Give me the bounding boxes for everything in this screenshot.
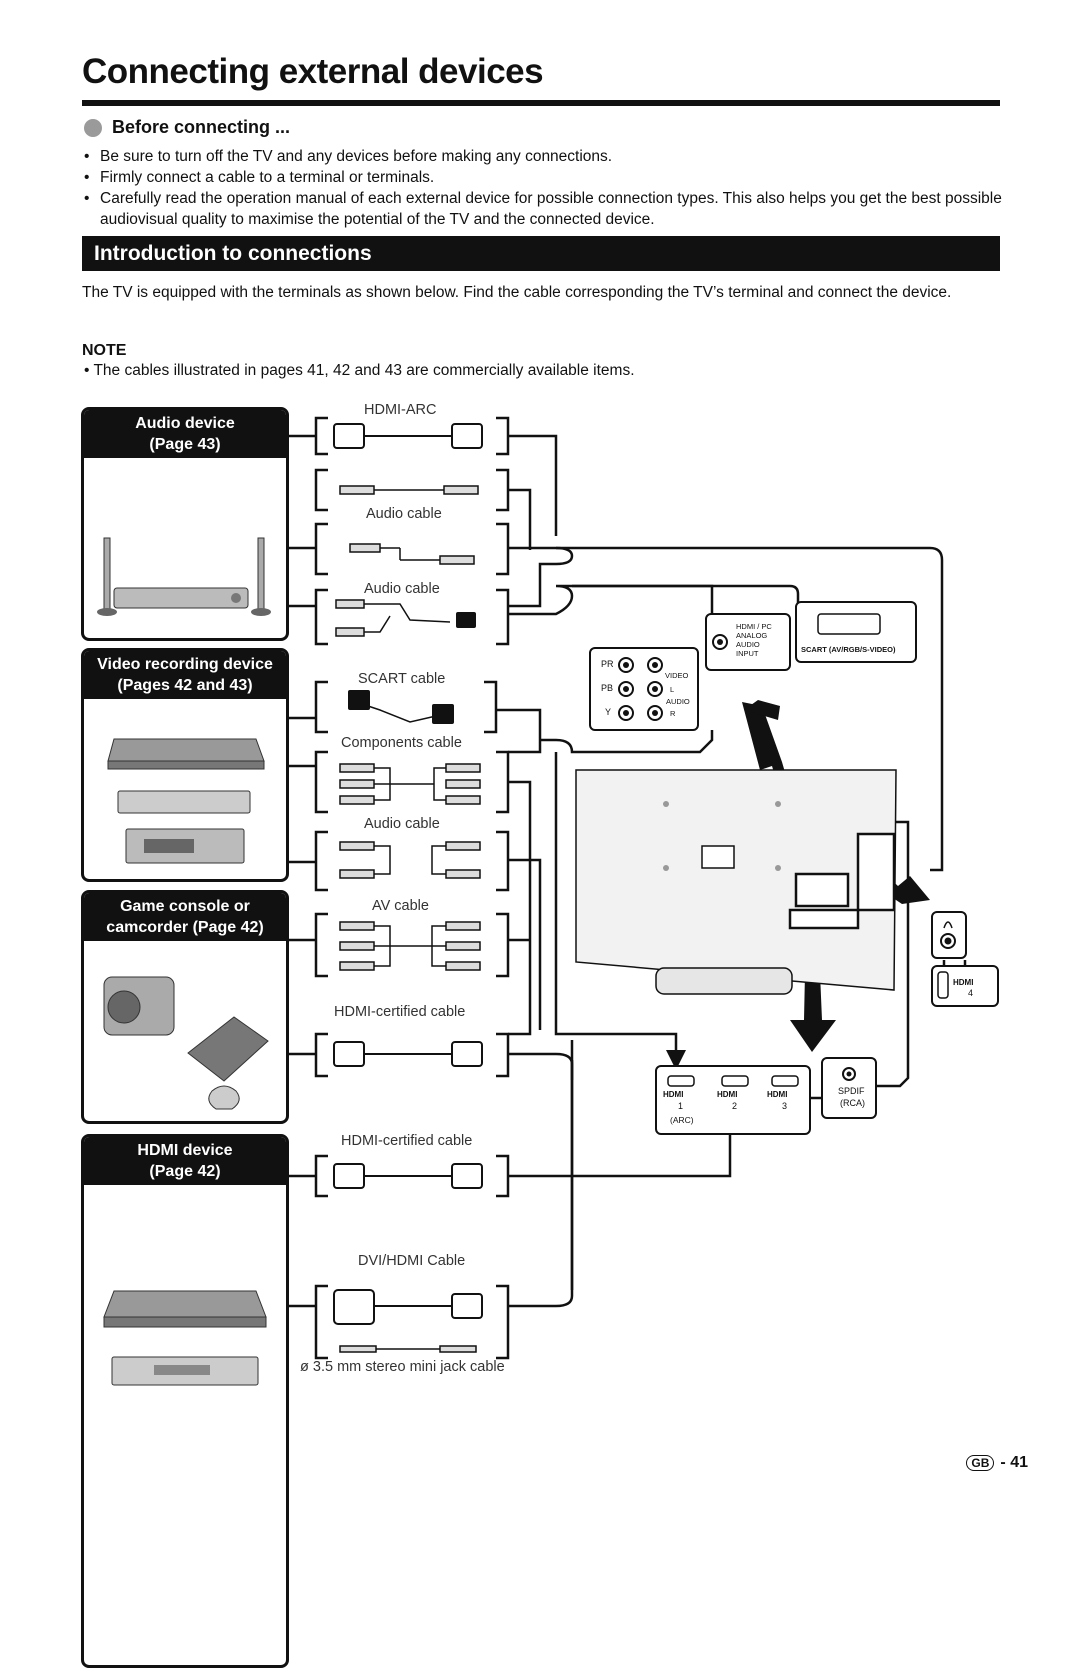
audio-device-box bbox=[81, 407, 289, 641]
audio-device-header: Audio device (Page 43) bbox=[84, 410, 286, 458]
note-body: The cables illustrated in pages 41, 42 and 43 are commercially available items. bbox=[93, 362, 635, 379]
cable-label-scart: SCART cable bbox=[358, 671, 446, 687]
page-number: 41 bbox=[1010, 1454, 1028, 1471]
cable-label-minijack: ø 3.5 mm stereo mini jack cable bbox=[300, 1359, 505, 1375]
recorder-images bbox=[84, 699, 286, 879]
hdmi4-number: 4 bbox=[968, 988, 974, 998]
cable-label-hdmi-arc: HDMI-ARC bbox=[364, 402, 437, 418]
hdmi3-logo: HDMI bbox=[767, 1090, 788, 1099]
intro-text: The TV is equipped with the terminals as shown below. Find the cable corresponding the TV’s terminal and connect the device. bbox=[82, 284, 952, 301]
game-device-box bbox=[81, 890, 289, 1124]
scart-port-label: SCART (AV/RGB/S-VIDEO) bbox=[801, 645, 896, 654]
pc-audio-port-label: HDMI / PC ANALOG AUDIO INPUT bbox=[736, 622, 772, 658]
audio-port-label: AUDIO bbox=[666, 697, 690, 706]
page-footer: GB - 41 bbox=[966, 1454, 1028, 1472]
cable-label-hdmi-certified-2: HDMI-certified cable bbox=[341, 1133, 473, 1149]
list-item: • Firmly connect a cable to a terminal or terminals. bbox=[84, 167, 1004, 188]
hdmi-device-header: HDMI device (Page 42) bbox=[84, 1137, 286, 1185]
video-port-label: VIDEO bbox=[665, 671, 689, 680]
audio-r-port-label: R bbox=[670, 709, 676, 718]
y-port-label: Y bbox=[605, 707, 612, 717]
pb-port-label: PB bbox=[601, 683, 614, 693]
cable-label-audio-3: Audio cable bbox=[364, 816, 440, 832]
hdmi1-number: 1 bbox=[678, 1101, 684, 1111]
hdmi-players-image bbox=[84, 1185, 286, 1665]
before-heading: Before connecting ... bbox=[112, 117, 291, 137]
note-heading: NOTE bbox=[82, 342, 127, 359]
cable-label-audio-1: Audio cable bbox=[366, 506, 442, 522]
page-title: Connecting external devices bbox=[82, 52, 544, 91]
hdmi4-logo: HDMI bbox=[953, 978, 974, 987]
cable-label-audio-2: Audio cable bbox=[364, 581, 440, 597]
home-theater-image bbox=[84, 458, 286, 638]
hdmi-device-box bbox=[81, 1134, 289, 1668]
cable-label-components: Components cable bbox=[341, 735, 462, 751]
list-item: • Carefully read the operation manual of each external device for possible connection types. This also helps you get the best possible audiovisual quality to maximise the potential of the TV and the connected device. bbox=[84, 188, 1004, 230]
hdmi1-logo: HDMI bbox=[663, 1090, 684, 1099]
hdmi2-number: 2 bbox=[732, 1101, 738, 1111]
console-camcorder-image bbox=[84, 941, 286, 1121]
cable-label-dvi-hdmi: DVI/HDMI Cable bbox=[358, 1253, 466, 1269]
cable-label-hdmi-certified-1: HDMI-certified cable bbox=[334, 1004, 466, 1020]
video-device-header: Video recording device (Pages 42 and 43) bbox=[84, 651, 286, 699]
hdmi3-number: 3 bbox=[782, 1101, 788, 1111]
spdif-label: SPDIF bbox=[838, 1086, 865, 1096]
list-item: • Be sure to turn off the TV and any devices before making any connections. bbox=[84, 146, 1004, 167]
audio-l-port-label: L bbox=[670, 685, 675, 694]
section-heading: Introduction to connections bbox=[94, 242, 372, 265]
video-device-box bbox=[81, 648, 289, 882]
game-device-header: Game console or camcorder (Page 42) bbox=[84, 893, 286, 941]
hdmi2-logo: HDMI bbox=[717, 1090, 738, 1099]
rca-label: (RCA) bbox=[840, 1098, 865, 1108]
region-badge: GB bbox=[966, 1455, 994, 1471]
note-text: • The cables illustrated in pages 41, 42 and 43 are commercially available items. bbox=[84, 362, 635, 379]
pr-port-label: PR bbox=[601, 659, 614, 669]
arc-label: (ARC) bbox=[670, 1115, 694, 1125]
cable-label-av: AV cable bbox=[372, 898, 429, 914]
